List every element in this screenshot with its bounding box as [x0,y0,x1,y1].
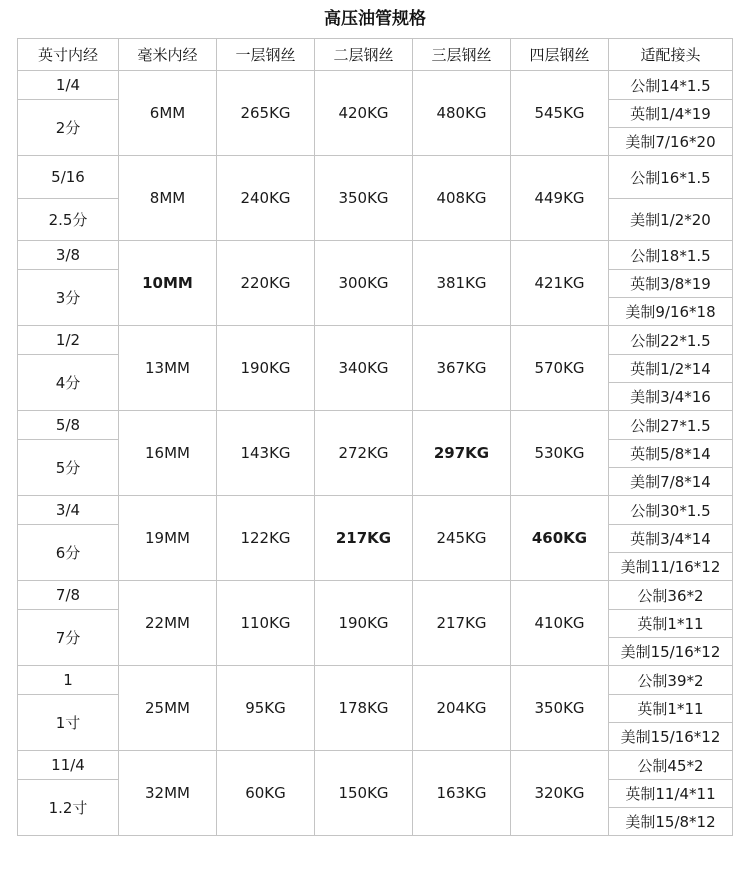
cell-connector: 英制1/4*19 [609,100,733,128]
cell-layer3: 245KG [413,496,511,581]
cell-layer2: 178KG [315,666,413,751]
table-row [18,326,733,355]
cell-fen: 6分 [18,525,119,581]
cell-layer2: 340KG [315,326,413,411]
cell-layer2: 300KG [315,241,413,326]
cell-connector: 英制1*11 [609,695,733,723]
header-layer1: 一层钢丝 [217,39,315,71]
header-layer4: 四层钢丝 [511,39,609,71]
cell-connector: 公制27*1.5 [609,411,733,440]
cell-connector: 美制1/2*20 [609,199,733,241]
table-row [18,71,733,100]
cell-layer2: 350KG [315,156,413,241]
table-row [18,496,733,525]
cell-layer2: 217KG [315,496,413,581]
cell-connector: 公制18*1.5 [609,241,733,270]
cell-mm: 22MM [119,581,217,666]
cell-inch: 5/16 [18,156,119,199]
cell-inch: 1/2 [18,326,119,355]
table-body [18,71,733,836]
cell-mm: 32MM [119,751,217,836]
cell-connector: 美制7/16*20 [609,128,733,156]
cell-layer2: 190KG [315,581,413,666]
table-row [18,751,733,780]
cell-layer3: 204KG [413,666,511,751]
cell-layer4: 320KG [511,751,609,836]
cell-fen: 2.5分 [18,199,119,241]
cell-layer3: 367KG [413,326,511,411]
cell-inch: 3/8 [18,241,119,270]
cell-mm: 6MM [119,71,217,156]
cell-layer1: 220KG [217,241,315,326]
cell-mm: 19MM [119,496,217,581]
cell-connector: 英制1/2*14 [609,355,733,383]
cell-connector: 美制15/16*12 [609,638,733,666]
header-layer2: 二层钢丝 [315,39,413,71]
header-inch-id: 英寸内经 [18,39,119,71]
header-connectors: 适配接头 [609,39,733,71]
cell-inch: 3/4 [18,496,119,525]
cell-mm: 16MM [119,411,217,496]
cell-layer1: 95KG [217,666,315,751]
cell-connector: 美制7/8*14 [609,468,733,496]
cell-layer4: 530KG [511,411,609,496]
cell-layer3: 480KG [413,71,511,156]
cell-connector: 公制36*2 [609,581,733,610]
cell-layer4: 350KG [511,666,609,751]
table-row [18,411,733,440]
cell-layer3: 217KG [413,581,511,666]
cell-layer1: 110KG [217,581,315,666]
header-mm-id: 毫米内经 [119,39,217,71]
cell-mm: 25MM [119,666,217,751]
table-row [18,241,733,270]
cell-layer2: 420KG [315,71,413,156]
cell-connector: 公制22*1.5 [609,326,733,355]
cell-layer2: 272KG [315,411,413,496]
cell-layer4: 460KG [511,496,609,581]
cell-layer3: 297KG [413,411,511,496]
cell-connector: 公制16*1.5 [609,156,733,199]
table-row [18,156,733,199]
cell-layer3: 408KG [413,156,511,241]
page-title: 高压油管规格 [324,9,426,29]
table-header [18,39,733,71]
cell-connector: 美制15/8*12 [609,808,733,836]
cell-connector: 美制3/4*16 [609,383,733,411]
header-row [18,39,733,71]
cell-fen: 4分 [18,355,119,411]
cell-layer3: 381KG [413,241,511,326]
cell-layer2: 150KG [315,751,413,836]
cell-connector: 英制11/4*11 [609,780,733,808]
cell-fen: 5分 [18,440,119,496]
spec-table [17,38,733,836]
cell-layer4: 421KG [511,241,609,326]
cell-inch: 5/8 [18,411,119,440]
cell-fen: 1寸 [18,695,119,751]
cell-fen: 7分 [18,610,119,666]
cell-connector: 英制3/4*14 [609,525,733,553]
cell-layer1: 190KG [217,326,315,411]
cell-layer1: 240KG [217,156,315,241]
cell-layer4: 449KG [511,156,609,241]
header-layer3: 三层钢丝 [413,39,511,71]
cell-connector: 英制1*11 [609,610,733,638]
cell-connector: 英制5/8*14 [609,440,733,468]
cell-fen: 3分 [18,270,119,326]
cell-mm: 8MM [119,156,217,241]
cell-layer1: 60KG [217,751,315,836]
cell-fen: 1.2寸 [18,780,119,836]
cell-layer1: 143KG [217,411,315,496]
cell-mm: 13MM [119,326,217,411]
cell-connector: 公制39*2 [609,666,733,695]
cell-connector: 美制15/16*12 [609,723,733,751]
cell-connector: 英制3/8*19 [609,270,733,298]
cell-connector: 公制14*1.5 [609,71,733,100]
cell-layer4: 570KG [511,326,609,411]
table-row [18,581,733,610]
cell-layer1: 122KG [217,496,315,581]
table-row [18,666,733,695]
cell-layer4: 545KG [511,71,609,156]
cell-connector: 公制30*1.5 [609,496,733,525]
cell-fen: 2分 [18,100,119,156]
cell-inch: 7/8 [18,581,119,610]
cell-connector: 公制45*2 [609,751,733,780]
cell-connector: 美制11/16*12 [609,553,733,581]
cell-layer4: 410KG [511,581,609,666]
cell-inch: 11/4 [18,751,119,780]
cell-inch: 1 [18,666,119,695]
cell-inch: 1/4 [18,71,119,100]
cell-layer3: 163KG [413,751,511,836]
cell-mm: 10MM [119,241,217,326]
cell-layer1: 265KG [217,71,315,156]
cell-connector: 美制9/16*18 [609,298,733,326]
